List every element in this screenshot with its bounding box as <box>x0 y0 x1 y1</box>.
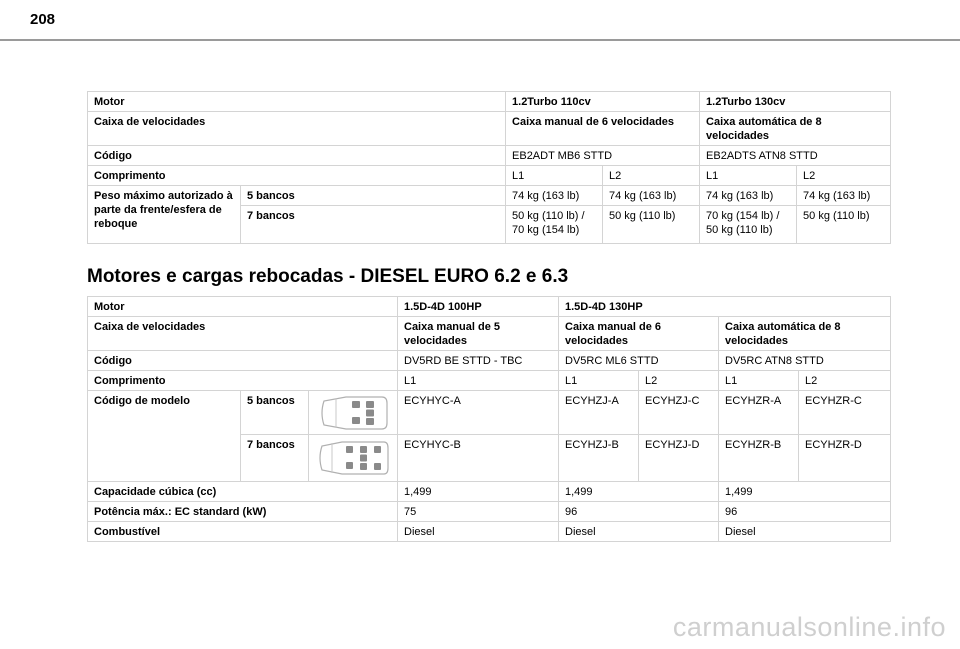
row-label-length: Comprimento <box>88 371 398 391</box>
table-cell: 50 kg (110 lb) <box>797 206 891 244</box>
table-cell: Diesel <box>559 522 719 542</box>
table-row <box>88 146 891 166</box>
table-cell: 96 <box>559 502 719 522</box>
seats-label: 7 bancos <box>241 206 506 244</box>
table-cell: Caixa manual de 6 velocidades <box>559 317 719 351</box>
table-row <box>88 166 891 186</box>
table-row <box>88 351 891 371</box>
seats-label: 5 bancos <box>241 391 309 435</box>
page-number: 208 <box>30 11 56 28</box>
table-row <box>88 502 891 522</box>
table-cell: L2 <box>797 166 891 186</box>
table-cell: ECYHZR-D <box>799 435 891 482</box>
seats-label: 5 bancos <box>241 186 506 206</box>
table-row <box>88 92 891 112</box>
table-cell: L1 <box>506 166 603 186</box>
table-cell: 1.2Turbo 110cv <box>506 92 700 112</box>
table-cell: DV5RD BE STTD - TBC <box>398 351 559 371</box>
row-label-motor: Motor <box>88 297 398 317</box>
section-title: Motores e cargas rebocadas - DIESEL EURO 6.2 e 6.3 <box>87 266 569 287</box>
table-cell: EB2ADT MB6 STTD <box>506 146 700 166</box>
table-cell: 74 kg (163 lb) <box>506 186 603 206</box>
row-label-length: Comprimento <box>88 166 506 186</box>
table-cell: Caixa automática de 8 velocidades <box>719 317 891 351</box>
table-cell: 75 <box>398 502 559 522</box>
table-cell: ECYHYC-B <box>398 435 559 482</box>
row-label-gearbox: Caixa de velocidades <box>88 112 506 146</box>
table-row <box>88 482 891 502</box>
table-cell: 50 kg (110 lb) <box>603 206 700 244</box>
seats-label: 7 bancos <box>241 435 309 482</box>
table-cell: 1,499 <box>559 482 719 502</box>
table-cell: ECYHZJ-C <box>639 391 719 435</box>
table-cell: 1,499 <box>398 482 559 502</box>
table-cell: Caixa manual de 6 velocidades <box>506 112 700 146</box>
row-label-code: Código <box>88 351 398 371</box>
table-cell: DV5RC ATN8 STTD <box>719 351 891 371</box>
table-cell: Caixa automática de 8 velocidades <box>700 112 891 146</box>
header-divider <box>0 39 960 41</box>
table-cell: L2 <box>639 371 719 391</box>
table-cell: 50 kg (110 lb) / 70 kg (154 lb) <box>506 206 603 244</box>
table-cell: Diesel <box>719 522 891 542</box>
table-cell: DV5RC ML6 STTD <box>559 351 719 371</box>
table-cell: ECYHZJ-B <box>559 435 639 482</box>
row-label-code: Código <box>88 146 506 166</box>
table-cell: 1.5D-4D 130HP <box>559 297 891 317</box>
row-label-capacity: Capacidade cúbica (cc) <box>88 482 398 502</box>
table-cell: 74 kg (163 lb) <box>700 186 797 206</box>
table-cell: 70 kg (154 lb) / 50 kg (110 lb) <box>700 206 797 244</box>
table-cell: Caixa manual de 5 velocidades <box>398 317 559 351</box>
table-cell: 1,499 <box>719 482 891 502</box>
table-cell: Diesel <box>398 522 559 542</box>
table-cell: L1 <box>700 166 797 186</box>
diesel-engine-spec-table <box>87 296 891 542</box>
table-cell: ECYHYC-A <box>398 391 559 435</box>
table-cell: 96 <box>719 502 891 522</box>
row-label-max-weight: Peso máximo autorizado à parte da frente/esfera de reboque <box>88 186 241 244</box>
table-row <box>88 186 891 206</box>
table-row <box>88 391 891 435</box>
table-cell: ECYHZJ-D <box>639 435 719 482</box>
row-label-model-code: Código de modelo <box>88 391 241 482</box>
table-cell: 74 kg (163 lb) <box>603 186 700 206</box>
table-row <box>88 371 891 391</box>
table-cell: L1 <box>719 371 799 391</box>
row-label-power: Potência máx.: EC standard (kW) <box>88 502 398 522</box>
car-7-seats-icon <box>309 435 398 482</box>
table-cell: ECYHZR-A <box>719 391 799 435</box>
watermark: carmanualsonline.info <box>672 612 946 642</box>
table-cell: ECYHZJ-A <box>559 391 639 435</box>
table-cell: EB2ADTS ATN8 STTD <box>700 146 891 166</box>
table-row <box>88 112 891 146</box>
table-cell: L1 <box>398 371 559 391</box>
table-cell: ECYHZR-B <box>719 435 799 482</box>
table-cell: L1 <box>559 371 639 391</box>
table-cell: L2 <box>799 371 891 391</box>
table-row <box>88 317 891 351</box>
table-row <box>88 522 891 542</box>
table-cell: L2 <box>603 166 700 186</box>
petrol-engine-spec-table <box>87 91 891 244</box>
table-cell: 74 kg (163 lb) <box>797 186 891 206</box>
row-label-gearbox: Caixa de velocidades <box>88 317 398 351</box>
row-label-fuel: Combustível <box>88 522 398 542</box>
table-cell: 1.2Turbo 130cv <box>700 92 891 112</box>
table-cell: 1.5D-4D 100HP <box>398 297 559 317</box>
row-label-motor: Motor <box>88 92 506 112</box>
table-cell: ECYHZR-C <box>799 391 891 435</box>
car-5-seats-icon <box>309 391 398 435</box>
table-row <box>88 297 891 317</box>
